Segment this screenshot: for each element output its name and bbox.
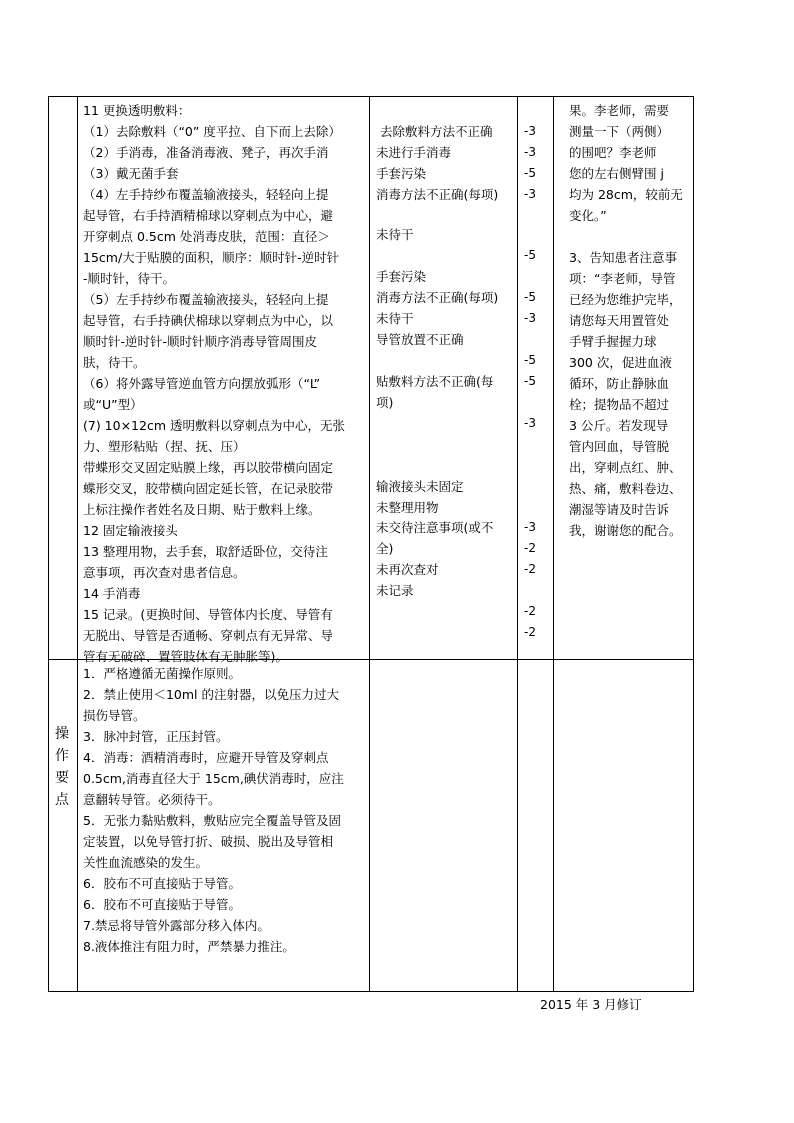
step-line: （3）戴无菌手套 bbox=[83, 166, 179, 181]
key-points-label-char: 作 bbox=[55, 748, 69, 764]
key-point-line: 0.5cm,消毒直径大于 15cm,碘伏消毒时，应注 bbox=[83, 771, 344, 786]
communication-line: 的围吧？李老师 bbox=[569, 145, 657, 160]
deduction-item: 手套污染 bbox=[376, 166, 427, 181]
deduction-score: -3 bbox=[524, 311, 536, 325]
communication-line: 果。李老师，需要 bbox=[569, 103, 670, 118]
key-point-line: 6．胶布不可直接贴于导管。 bbox=[83, 876, 241, 891]
key-point-line: 5．无张力黏贴敷料，敷贴应完全覆盖导管及固 bbox=[83, 813, 341, 828]
communication-line: 3 公斤。若发现导 bbox=[569, 418, 669, 433]
communication-line: 测量一下（两侧） bbox=[569, 124, 670, 139]
key-points-label-char: 要 bbox=[55, 770, 69, 786]
step-line: 力、塑形粘贴（捏、抚、压） bbox=[83, 439, 246, 454]
step-line: （2）手消毒，准备消毒液、凳子，再次手消 bbox=[83, 145, 329, 160]
step-line: 起导管，右手持酒精棉球以穿刺点为中心，避 bbox=[83, 208, 334, 223]
deduction-item: 项) bbox=[376, 395, 394, 410]
communication-line: 300 次，促进血液 bbox=[569, 355, 672, 370]
deduction-score: -5 bbox=[524, 374, 536, 388]
deduction-score: -2 bbox=[524, 604, 536, 618]
key-point-line: 关性血流感染的发生。 bbox=[83, 855, 209, 870]
deduction-item: 未整理用物 bbox=[376, 500, 439, 515]
deduction-item: 消毒方法不正确(每项) bbox=[376, 187, 499, 202]
deduction-item: 未待干 bbox=[376, 227, 414, 242]
deduction-score: -2 bbox=[524, 562, 536, 576]
deduction-score: -3 bbox=[524, 520, 536, 534]
deduction-score: -5 bbox=[524, 248, 536, 262]
step-line: 带蝶形交叉固定贴膜上缘，再以胶带横向固定 bbox=[83, 460, 334, 475]
key-point-line: 8.液体推注有阻力时，严禁暴力推注。 bbox=[83, 939, 295, 954]
communication-line: 热、痛，敷料卷边、 bbox=[569, 481, 682, 496]
communication-line: 出，穿刺点红、肿、 bbox=[569, 460, 682, 475]
step-line: 起导管，右手持碘伏棉球以穿刺点为中心，以 bbox=[83, 313, 334, 328]
communication-line: 3、告知患者注意事 bbox=[569, 250, 677, 265]
communication-line: 手臂手握握力球 bbox=[569, 334, 657, 349]
deduction-item: 未待干 bbox=[376, 311, 414, 326]
step-line: （4）左手持纱布覆盖输液接头，轻轻向上提 bbox=[83, 187, 329, 202]
step-line: 意事项，再次查对患者信息。 bbox=[83, 565, 246, 580]
communication-line: 管内回血，导管脱 bbox=[569, 439, 670, 454]
deduction-item: 未交待注意事项(或不 bbox=[376, 520, 494, 535]
deduction-score: -2 bbox=[524, 625, 536, 639]
communication-line: 均为 28cm，较前无 bbox=[569, 187, 683, 202]
step-line: 无脱出、导管是否通畅、穿刺点有无异常、导 bbox=[83, 628, 334, 643]
step-line: 11 更换透明敷料： bbox=[83, 103, 191, 118]
deduction-item: 贴敷料方法不正确(每 bbox=[376, 374, 494, 389]
communication-line: 我，谢谢您的配合。 bbox=[569, 523, 682, 538]
deduction-score: -3 bbox=[524, 145, 536, 159]
deduction-item: 输液接头未固定 bbox=[376, 479, 464, 494]
step-line: 或“U”型） bbox=[83, 397, 143, 412]
deduction-item: 去除敷料方法不正确 bbox=[376, 124, 493, 139]
step-line: （5）左手持纱布覆盖输液接头，轻轻向上提 bbox=[83, 292, 329, 307]
step-line: 肤，待干。 bbox=[83, 355, 146, 370]
step-line: (7) 10×12cm 透明敷料以穿刺点为中心，无张 bbox=[83, 418, 345, 433]
key-point-line: 定装置，以免导管打折、破损、脱出及导管相 bbox=[83, 834, 334, 849]
communication-line: 栓；提物品不超过 bbox=[569, 397, 670, 412]
step-line: 14 手消毒 bbox=[83, 586, 141, 601]
communication-line: 请您每天用置管处 bbox=[569, 313, 670, 328]
key-point-line: 1．严格遵循无菌操作原则。 bbox=[83, 666, 241, 681]
deduction-score: -5 bbox=[524, 353, 536, 367]
step-line: （6）将外露导管逆血管方向摆放弧形（“L” bbox=[83, 376, 321, 391]
step-line: （1）去除敷料（“0” 度平拉、自下而上去除） bbox=[83, 124, 341, 139]
deduction-score: -3 bbox=[524, 416, 536, 430]
column-divider bbox=[369, 97, 370, 991]
deduction-score: -3 bbox=[524, 187, 536, 201]
step-line: 上标注操作者姓名及日期、贴于敷料上缘。 bbox=[83, 502, 321, 517]
communication-line: 循环，防止静脉血 bbox=[569, 376, 670, 391]
deduction-item: 全) bbox=[376, 541, 394, 556]
deduction-item: 未再次查对 bbox=[376, 562, 439, 577]
deduction-item: 消毒方法不正确(每项) bbox=[376, 290, 499, 305]
deduction-item: 未进行手消毒 bbox=[376, 145, 452, 160]
communication-line: 变化。” bbox=[569, 208, 607, 223]
deduction-score: -3 bbox=[524, 124, 536, 138]
key-point-line: 7.禁忌将导管外露部分移入体内。 bbox=[83, 918, 270, 933]
key-point-line: 6．胶布不可直接贴于导管。 bbox=[83, 897, 241, 912]
deduction-item: 手套污染 bbox=[376, 269, 427, 284]
communication-line: 已经为您维护完毕， bbox=[569, 292, 682, 307]
key-point-line: 损伤导管。 bbox=[83, 708, 146, 723]
step-line: -顺时针，待干。 bbox=[83, 271, 176, 286]
deduction-score: -2 bbox=[524, 541, 536, 555]
communication-line: 项：“李老师，导管 bbox=[569, 271, 676, 286]
column-divider bbox=[553, 97, 554, 991]
revision-note: 2015 年 3 月修订 bbox=[540, 997, 642, 1012]
key-point-line: 3．脉冲封管，正压封管。 bbox=[83, 729, 229, 744]
procedure-table bbox=[48, 96, 694, 992]
step-line: 13 整理用物，去手套，取舒适卧位，交待注 bbox=[83, 544, 328, 559]
step-line: 开穿刺点 0.5cm 处消毒皮肤，范围：直径＞ bbox=[83, 229, 330, 244]
key-point-line: 4．消毒：酒精消毒时，应避开导管及穿刺点 bbox=[83, 750, 329, 765]
key-point-line: 意翻转导管。必须待干。 bbox=[83, 792, 221, 807]
key-points-label-char: 点 bbox=[55, 792, 69, 808]
communication-line: 您的左右侧臂围 j bbox=[569, 166, 664, 181]
step-line: 15cm/大于贴膜的面积，顺序：顺时针-逆时针 bbox=[83, 250, 340, 265]
column-divider bbox=[517, 97, 518, 991]
step-line: 15 记录。(更换时间、导管体内长度、导管有 bbox=[83, 607, 333, 622]
communication-line: 潮湿等请及时告诉 bbox=[569, 502, 670, 517]
step-line: 管有无破碎、置管肢体有无肿胀等)。 bbox=[83, 649, 288, 664]
key-point-line: 2．禁止使用＜10ml 的注射器，以免压力过大 bbox=[83, 687, 339, 702]
step-line: 顺时针-逆时针-顺时针顺序消毒导管周围皮 bbox=[83, 334, 318, 349]
column-divider bbox=[77, 97, 78, 991]
step-line: 蝶形交叉，胶带横向固定延长管，在记录胶带 bbox=[83, 481, 334, 496]
key-points-label-char: 操 bbox=[55, 726, 69, 742]
deduction-score: -5 bbox=[524, 290, 536, 304]
deduction-score: -5 bbox=[524, 166, 536, 180]
step-line: 12 固定输液接头 bbox=[83, 523, 178, 538]
deduction-item: 未记录 bbox=[376, 583, 414, 598]
deduction-item: 导管放置不正确 bbox=[376, 332, 464, 347]
